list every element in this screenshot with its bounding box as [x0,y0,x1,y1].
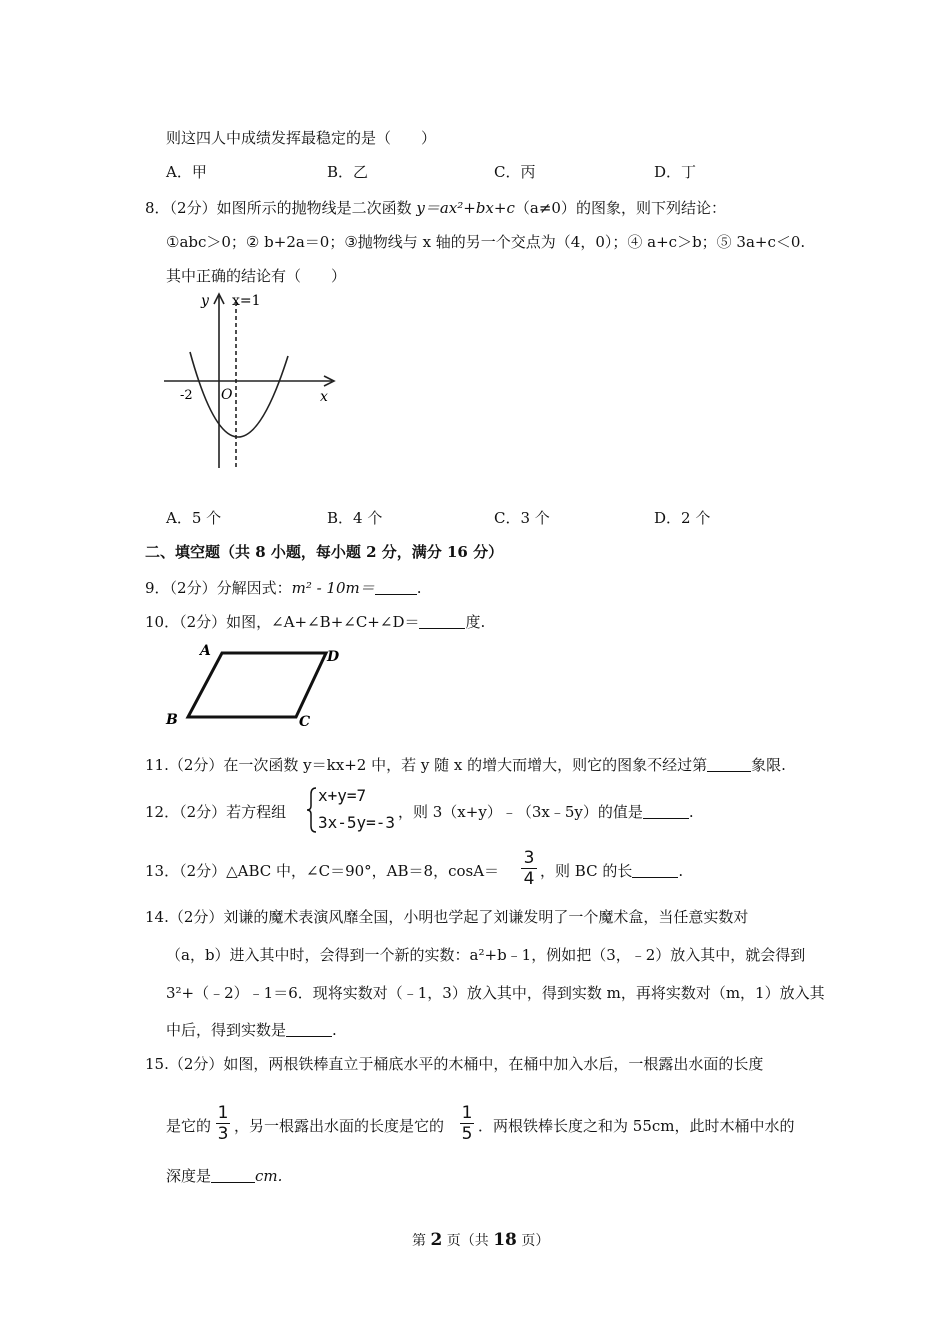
q12-equation-2: 3x-5y=-3 [318,813,396,832]
q12-rest: ，则 3（x+y）﹣（3x﹣5y）的值是 . [398,803,694,821]
q12-brace [306,786,318,834]
q12-answer-blank [643,806,689,819]
q15-fraction-1: 1 3 [217,1103,229,1144]
page-footer: 第 2 页（共 18 页） [412,1230,550,1250]
q8-option-c: C．3 个 [494,509,550,527]
q15-fraction-2: 1 5 [461,1103,473,1144]
q15-line2-c: ．两根铁棒长度之和为 55cm，此时木桶中水的 [478,1117,795,1135]
q8-line3: 其中正确的结论有（ ） [166,267,347,285]
q7-option-d: D．丁 [654,163,697,181]
q14-line1: 14.（2分）刘谦的魔术表演风靡全国，小明也学起了刘谦发明了一个魔术盒，当任意实数对 [145,908,749,926]
q8-option-d: D．2 个 [654,509,711,527]
q12-text: 12．（2分）若方程组 [145,803,287,821]
q14-line2: （a，b）进入其中时，会得到一个新的实数：a²+b﹣1，例如把（3，﹣2）放入其中，就会得到 [166,946,806,964]
vertex-a-label: A [200,643,211,659]
y-axis-label: y [201,293,209,309]
q13-rest: ，则 BC 的长 . [540,862,684,880]
vertex-d-label: D [327,649,340,665]
q8-option-b: B．4 个 [327,509,383,527]
parallelogram-shape [188,653,326,717]
q15-answer-blank [211,1170,255,1183]
symmetry-axis-label: x=1 [232,293,261,309]
q11-answer-blank [707,759,751,772]
q15-line2-a: 是它的 [166,1117,212,1135]
q11: 11.（2分）在一次函数 y＝kx+2 中，若 y 随 x 的增大而增大，则它的图象不经过第 象限. [145,756,786,774]
section-heading: 二、填空题（共 8 小题，每小题 2 分，满分 16 分） [145,543,504,561]
parabola-curve [190,352,288,437]
q7-option-c: C．丙 [494,163,536,181]
q14-answer-blank [286,1024,332,1037]
q7-stem: 则这四人中成绩发挥最稳定的是（ ） [166,129,437,147]
x-axis-label: x [320,389,328,405]
q8-line1: 8．（2分）如图所示的抛物线是二次函数 y＝ax²+bx+c（a≠0）的图象，则下列结论： [145,199,726,217]
q12-equation-1: x+y=7 [318,786,367,805]
q15-line3: 深度是 cm. [166,1167,283,1185]
q15-line1: 15.（2分）如图，两根铁棒直立于桶底水平的木桶中，在桶中加入水后，一根露出水面的长度 [145,1055,764,1073]
vertex-b-label: B [166,712,178,728]
q14-line3: 3²+（﹣2）﹣1＝6．现将实数对（﹣1，3）放入其中，得到实数 m，再将实数对（m，1）放入其 [166,984,825,1002]
neg-two-label: -2 [180,388,193,403]
q9-answer-blank [375,582,417,595]
q8-option-a: A．5 个 [166,509,222,527]
q8-parabola-figure [160,288,345,473]
q9: 9．（2分）分解因式：m² - 10m＝ . [145,579,422,597]
q10: 10．（2分）如图，∠A+∠B+∠C+∠D＝ 度. [145,613,486,631]
q13-answer-blank [632,865,678,878]
q14-line4: 中后，得到实数是 . [166,1021,337,1039]
q7-option-b: B．乙 [327,163,369,181]
q10-answer-blank [419,616,465,629]
q13-text: 13．（2分）△ABC 中，∠C＝90°，AB＝8，cosA＝ [145,862,500,880]
q15-line2-b: ，另一根露出水面的长度是它的 [234,1117,445,1135]
vertex-c-label: C [299,714,311,730]
q7-option-a: A．甲 [166,163,207,181]
origin-label: O [221,387,233,403]
q10-parallelogram-figure [160,640,350,735]
q8-line2: ①abc＞0；② b+2a＝0；③抛物线与 x 轴的另一个交点为（4，0）；④ a+c＞b；⑤ 3a+c＜0. [166,233,806,251]
q13-fraction: 3 4 [520,848,538,889]
